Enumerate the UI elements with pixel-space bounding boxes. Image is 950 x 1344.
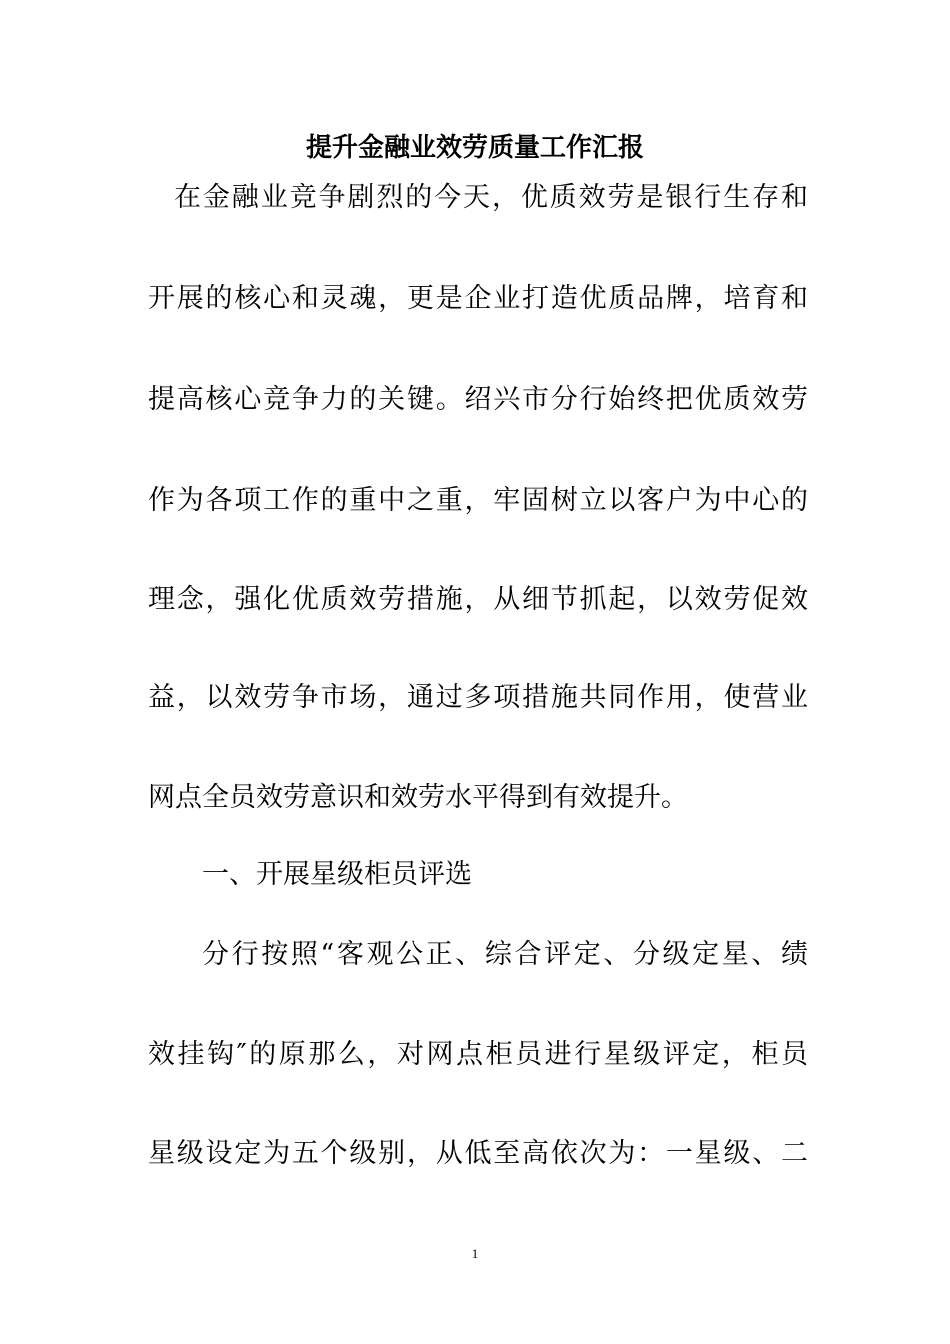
paragraph-line: 分行按照“客观公正、综合评定、分级定星、绩	[202, 939, 808, 970]
paragraph-line: 益，以效劳争市场，通过多项措施共同作用，使营业	[148, 682, 808, 713]
paragraph-line: 理念，强化优质效劳措施，从细节抓起，以效劳促效	[148, 584, 808, 615]
paragraph-line: 开展的核心和灵魂，更是企业打造优质品牌，培育和	[148, 283, 808, 314]
paragraph-line: 星级设定为五个级别，从低至高依次为：一星级、二	[148, 1138, 808, 1169]
document-title: 提升金融业效劳质量工作汇报	[305, 133, 644, 163]
page-number: 1	[471, 1246, 479, 1261]
paragraph-line: 作为各项工作的重中之重，牢固树立以客户为中心的	[148, 485, 808, 516]
paragraph-line: 网点全员效劳意识和效劳水平得到有效提升。	[148, 782, 688, 813]
paragraph-line: 提高核心竞争力的关键。绍兴市分行始终把优质效劳	[148, 384, 808, 415]
paragraph-line: 在金融业竞争剧烈的今天，优质效劳是银行生存和	[174, 182, 808, 213]
paragraph-line: 效挂钩″的原那么，对网点柜员进行星级评定，柜员	[148, 1039, 808, 1070]
section-heading: 一、开展星级柜员评选	[202, 859, 472, 890]
